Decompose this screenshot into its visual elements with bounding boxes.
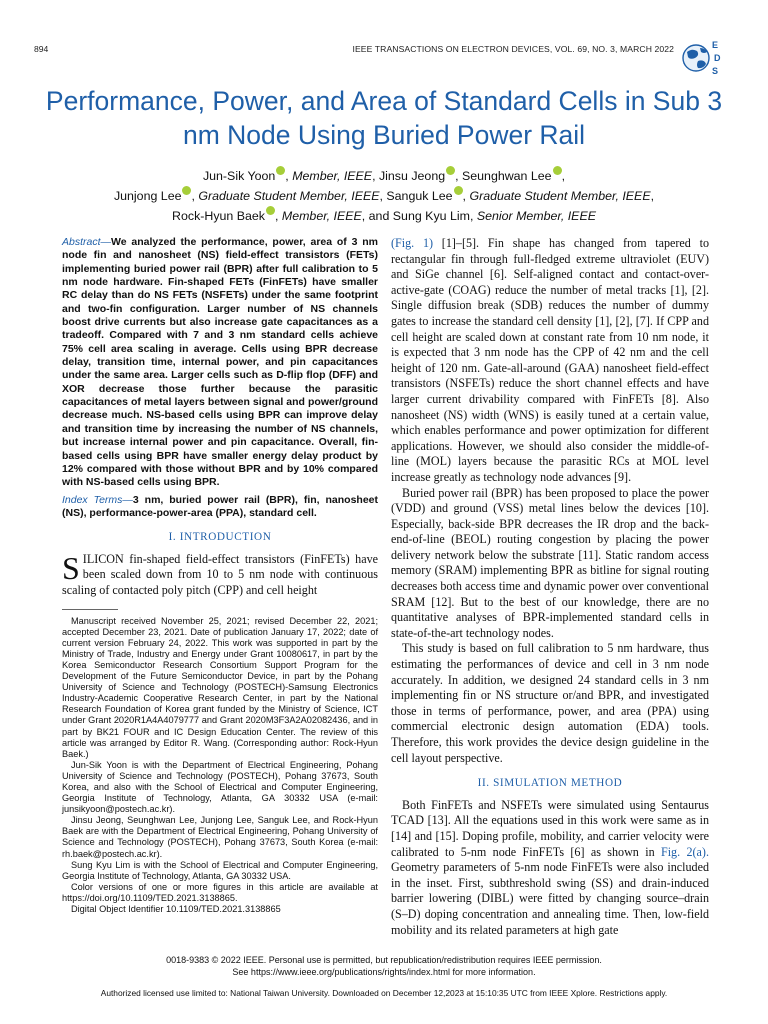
body-paragraph: This study is based on full calibration to 5 nm hardware, thus estimating the performances of device and cell in 3 nm node accurately. In addition, we designed 24 standard cells in 3 nm implementing fin or NS structure or/and BPR, and investigated those in terms of performance, power, and area (PPA) using commercial electronic design automation (EDA) tools. Therefore, this work provides the device design guideline in the cell layout perspective. [391, 641, 709, 765]
abstract [62, 236, 378, 490]
orcid-icon[interactable] [553, 166, 562, 175]
orcid-icon[interactable] [266, 206, 275, 215]
footnote-authors-postech: Jinsu Jeong, Seunghwan Lee, Junjong Lee, Sanguk Lee, and Rock-Hyun Baek are with the Department of Electrical Engineering, Pohang University of Science and Technology (POSTECH), Pohang 37673, South Korea (e-mail: rh.baek@postech.ac.kr). [62, 815, 378, 859]
orcid-icon[interactable] [454, 186, 463, 195]
author-list: Jun-Sik Yoon , Member, IEEE, Jinsu Jeong , Seunghwan Lee , Junjong Lee , Graduate Student Member, IEEE, Sanguk Lee , Graduate Student Member, IEEE, Rock-Hyun Baek , Member, IEEE, and Sung Kyu Lim, Senior Member, IEEE [40, 166, 728, 226]
section-heading-introduction: I. INTRODUCTION [168, 531, 272, 544]
page-number: 894 [34, 44, 49, 54]
svg-text:S: S [712, 66, 719, 76]
footnote-divider [62, 609, 118, 610]
drop-cap: S [62, 549, 80, 586]
author-affiliation: Member, IEEE [292, 169, 373, 183]
index-terms-label: Index Terms— [62, 493, 133, 506]
license-notice: Authorized licensed use limited to: National Taiwan University. Downloaded on December 12,2023 at 15:10:35 UTC from IEEE Xplore. Restrictions apply. [100, 988, 668, 998]
orcid-icon[interactable] [446, 166, 455, 175]
paragraph-text: Geometry parameters of 5-nm node FinFETs were also included in the inset. First, subthreshold swing (SS) and drain-induced barrier lowering (DIBL) were fitted by changing source–drain (S–D) doping concentration and annealing time. Then, low-field mobility and its related parameters at high gate [391, 860, 709, 937]
body-paragraph [391, 798, 709, 938]
journal-name: IEEE TRANSACTIONS ON ELECTRON DEVICES, VOL. 69, NO. 3, MARCH 2022 [352, 44, 674, 54]
body-paragraph [391, 236, 709, 486]
author-affiliation: Member, IEEE [281, 209, 362, 223]
index-terms [62, 494, 378, 521]
intro-text: ILICON fin-shaped field-effect transistors (FinFETs) have been scaled down from 10 to 5 nm node with continuous scaling of contacted poly pitch (CPP) and cell height [62, 551, 378, 597]
abstract-text: We analyzed the performance, power, area of 3 nm node fin and nanosheet (NS) field-effect transistors (FETs) implementing buried power rail (BPR) after full calibration to 5 nm node hardware. Fin-shaped FETs (FinFETs) have smaller RC delay than do NS FETs (NSFETs) under the same footprint and two-fin configuration. Larger number of NS channels boost drive currents but also increase gate capacitances as a tradeoff. Compared with 7 and 3 nm standard cells achieve 75% cell area scaling in average. Cells using BPR decrease delay, transition time, internal power, and pin capacitances under the same area. Larger cells such as D-flip flop (DFF) and XOR decrease those further because the parasitic capacitances of metal layers between signal and power/ground decrease much. NS-based cells using BPR can improve delay and transition time by increasing the number of NS channels, but increase internal power and pin capacitance. Overall, fin-based cells using BPR have smaller energy delay product by 12% compared with those without BPR and by 10% compared with NS-based cells using BPR. [62, 236, 378, 489]
eds-globe-logo [678, 36, 722, 80]
paragraph-text: [1]–[5]. Fin shape has changed from tapered to rectangular fin through full-fledged extreme ultraviolet (EUV) and SiGe channel [6]. Self-aligned contact and contact-over-active-gate (COAG) reduce the number of metal tracks [1], [2]. Single diffusion break (SDB) reduces the number of dummy gates to increase the standard cell density [1], [2], [7]. If CPP and cell height are scaled down at constant rate from 10 nm node, it is expected that 3 nm node has the CPP of 42 nm and the cell height of 120 nm. Gate-all-around (GAA) nanosheet field-effect transistors (NSFETs) reduce the short channel effects and have larger current drivability compared with FinFETs [8]. Also nanosheet (NS) width (WNS) is easily tuned at a certain value, which enables performance and power optimization for different applications. However, we should also consider the middle-of-line (MOL) layers because the parasitic RCs at MOL level increase greatly as technology node advances [9]. [391, 236, 710, 484]
orcid-icon[interactable] [276, 166, 285, 175]
author-affiliation: Senior Member, IEEE [476, 209, 596, 223]
figure-link[interactable]: (Fig. 1) [391, 236, 434, 250]
svg-text:D: D [714, 53, 721, 63]
copyright-notice [34, 955, 734, 978]
figure-link[interactable]: Fig. 2(a). [660, 844, 709, 859]
footnote-doi: Digital Object Identifier 10.1109/TED.2021.3138865 [71, 904, 281, 915]
running-header [34, 44, 674, 58]
author-name: Junjong Lee [113, 189, 182, 203]
left-column [62, 236, 378, 915]
rights-link[interactable]: See https://www.ieee.org/publications/rights/index.html for more information. [232, 966, 536, 977]
abstract-label: Abstract— [62, 236, 112, 248]
author-name: Sanguk Lee [386, 189, 453, 203]
intro-paragraph [62, 549, 378, 599]
footnote-author-lim: Sung Kyu Lim is with the School of Electrical and Computer Engineering, Georgia Institute of Technology, Atlanta, GA 30332 USA. [62, 859, 378, 881]
right-column [391, 236, 709, 938]
author-name: Jun-Sik Yoon [202, 169, 276, 183]
index-terms-text: 3 nm, buried power rail (BPR), fin, nanosheet (NS), performance-power-area (PPA), standard cell. [62, 493, 379, 519]
author-name: Sung Kyu Lim [392, 209, 470, 223]
section-heading-simulation: II. SIMULATION METHOD [477, 777, 623, 790]
footnote-color-versions: Color versions of one or more figures in this article are available at https://doi.org/10.1109/TED.2021.3138865. [62, 881, 378, 903]
paper-title: Performance, Power, and Area of Standard Cells in Sub 3 nm Node Using Buried Power Rail [45, 86, 723, 150]
body-paragraph: Buried power rail (BPR) has been proposed to place the power (VDD) and ground (VSS) metal lines below the devices [10]. Especially, back-side BPR decreases the IR drop and the back-end-of-line (BEOL) routing congestion by placing the power delivery network below the substrate [11]. Static random access memory (SRAM) implementing BPR as bitline for signal routing decreases both access time and dynamic power over conventional SRAM [12]. But to the best of our knowledge, there are no quantitative analyses of BPR-implemented standard cells in state-of-the-art technology nodes. [391, 485, 709, 640]
orcid-icon[interactable] [182, 186, 191, 195]
svg-text:E: E [712, 40, 719, 50]
author-affiliation: Graduate Student Member, IEEE [469, 189, 651, 203]
author-name: Rock-Hyun Baek [172, 209, 265, 223]
copyright-line: 0018-9383 © 2022 IEEE. Personal use is permitted, but republication/redistribution requires IEEE permission. [166, 955, 602, 965]
author-affiliation: Graduate Student Member, IEEE [198, 189, 380, 203]
footnote-author-yoon: Jun-Sik Yoon is with the Department of Electrical Engineering, Pohang University of Science and Technology (POSTECH), Pohang 37673, South Korea, and also with the School of Electrical and Computer Engineering, Georgia Institute of Technology, Atlanta, GA 30332 USA (e-mail: junsikyoon@postech.ac.kr). [62, 759, 378, 815]
author-name: Jinsu Jeong [378, 169, 446, 183]
author-name: Seunghwan Lee [462, 169, 552, 183]
paragraph-text: Both FinFETs and NSFETs were simulated using Sentaurus TCAD [13]. All the equations used in this work were same as in [14] and [15]. Doping profile, mobility, and carrier velocity were calibrated to 5-nm node FinFETs [6] as shown in [391, 797, 709, 859]
footnote-manuscript: Manuscript received November 25, 2021; revised December 22, 2021; accepted December 23, 2021. Date of publication January 17, 2022; date of current version February 24, 2022. This work was supported in part by the Ministry of Trade, Industry and Energy under Grant 10080617, in part by the Korea Semiconductor Research Consortium Support Program for the Development of the Future Semiconductor Device, in part by the Pohang University of Science and Technology (POSTECH)-Samsung Electronics Industry-Academic Cooperative Research Center, in part by the National Research Foundation of Korea grant funded by the Ministry of Science, ICT under Grant 2020R1A4A4079777 and Grant 2020M3F3A2A02082436, and in part by BK21 FOUR and IC Design Education Center. The review of this article was arranged by Editor R. Wang. (Corresponding author: Rock-Hyun Baek.) [62, 615, 378, 759]
